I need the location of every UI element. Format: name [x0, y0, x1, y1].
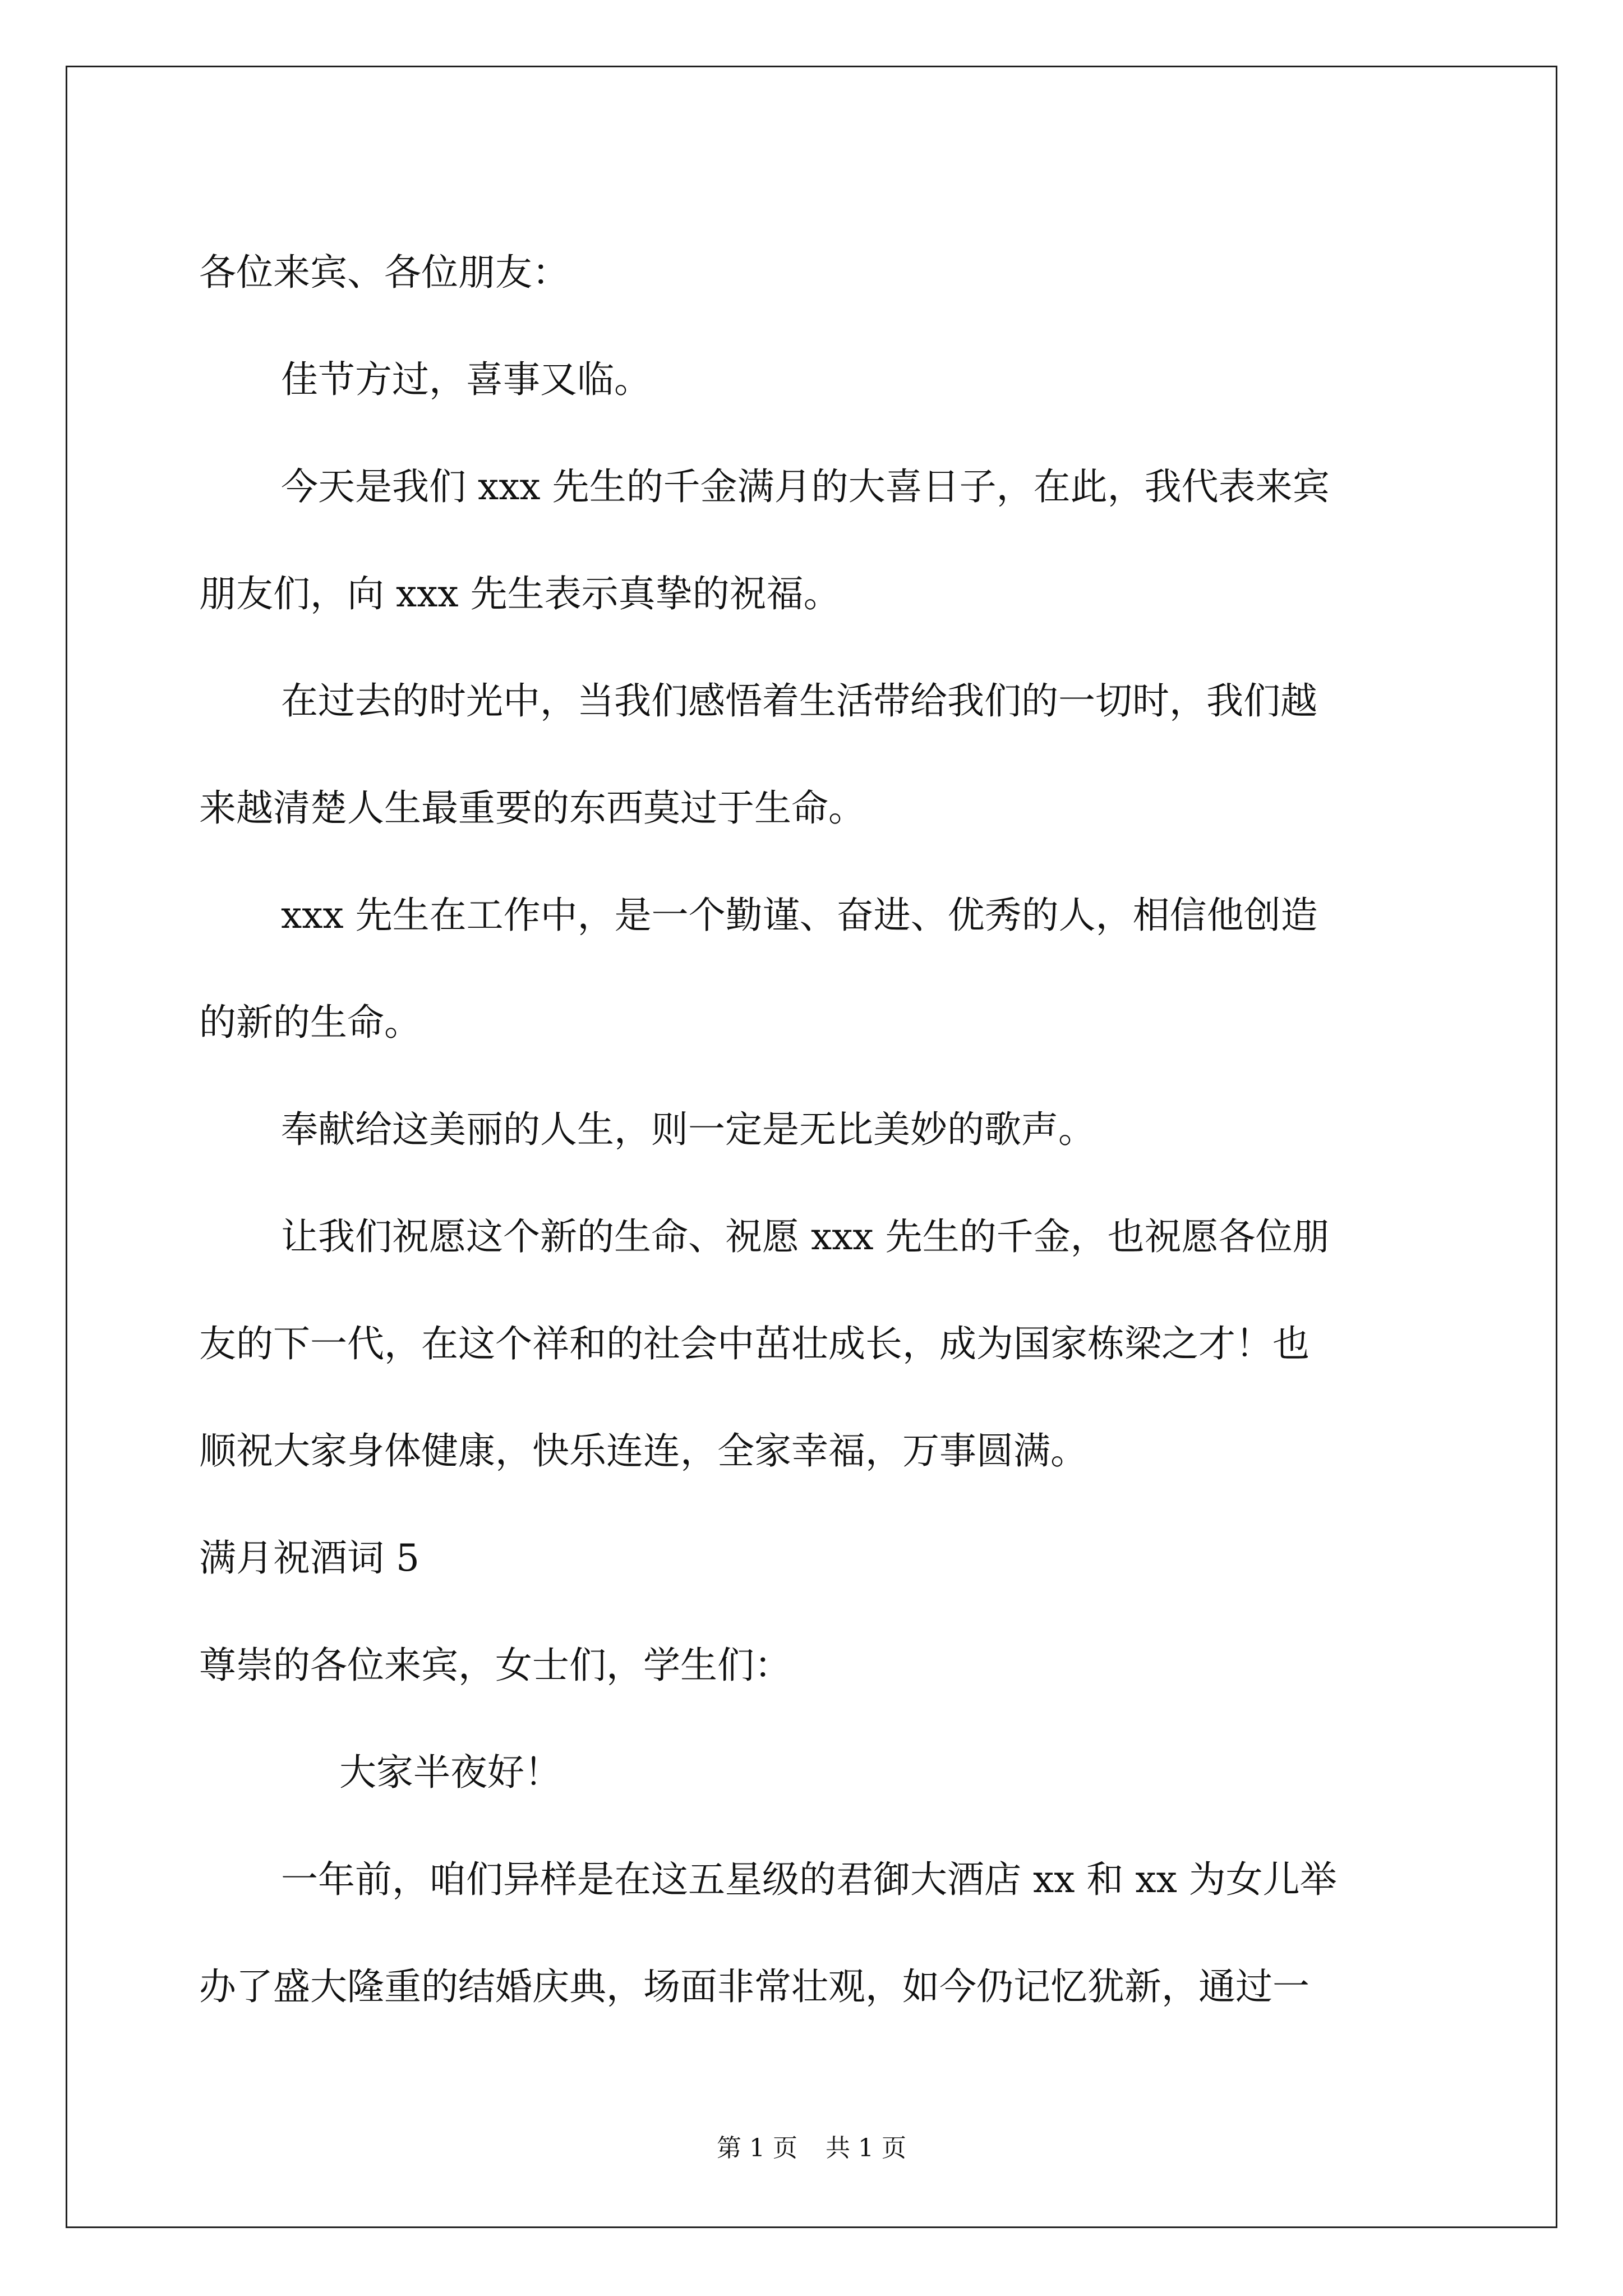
- text-line: 佳节方过，喜事又临。: [281, 358, 651, 401]
- text-line: 各位来宾、各位朋友：: [199, 251, 569, 294]
- text-line: 今天是我们 xxx 先生的千金满月的大喜日子，在此，我代表来宾: [281, 465, 1330, 508]
- text-line: 大家半夜好！: [339, 1751, 561, 1794]
- text-line: 的新的生命。: [199, 1001, 421, 1044]
- text-line: 朋友们，向 xxx 先生表示真挚的祝福。: [199, 572, 841, 615]
- text-line: 奉献给这美丽的人生，则一定是无比美妙的歌声。: [281, 1108, 1095, 1151]
- text-line: 尊崇的各位来宾，女士们，学生们：: [199, 1644, 791, 1687]
- page-number-total: 共 1 页: [826, 2134, 906, 2162]
- text-line: 顺祝大家身体健康，快乐连连，全家幸福，万事圆满。: [199, 1429, 1087, 1473]
- text-line: 让我们祝愿这个新的生命、祝愿 xxx 先生的千金，也祝愿各位朋: [281, 1215, 1330, 1258]
- text-line: 一年前，咱们异样是在这五星级的君御大酒店 xx 和 xx 为女儿举: [281, 1858, 1337, 1901]
- text-line: 在过去的时光中，当我们感悟着生活带给我们的一切时，我们越: [281, 679, 1317, 723]
- text-line: 友的下一代，在这个祥和的社会中茁壮成长，成为国家栋梁之才！也: [199, 1322, 1310, 1365]
- section-heading: 满月祝酒词 5: [199, 1536, 419, 1580]
- text-line: 来越清楚人生最重要的东西莫过于生命。: [199, 786, 865, 830]
- page-footer: [0, 2132, 1623, 2165]
- page-number-current: 第 1 页: [717, 2134, 797, 2162]
- text-line: xxx 先生在工作中，是一个勤谨、奋进、优秀的人，相信他创造: [281, 894, 1318, 937]
- document-body: [199, 219, 1427, 2040]
- text-line: 办了盛大隆重的结婚庆典，场面非常壮观，如今仍记忆犹新，通过一: [199, 1965, 1310, 2008]
